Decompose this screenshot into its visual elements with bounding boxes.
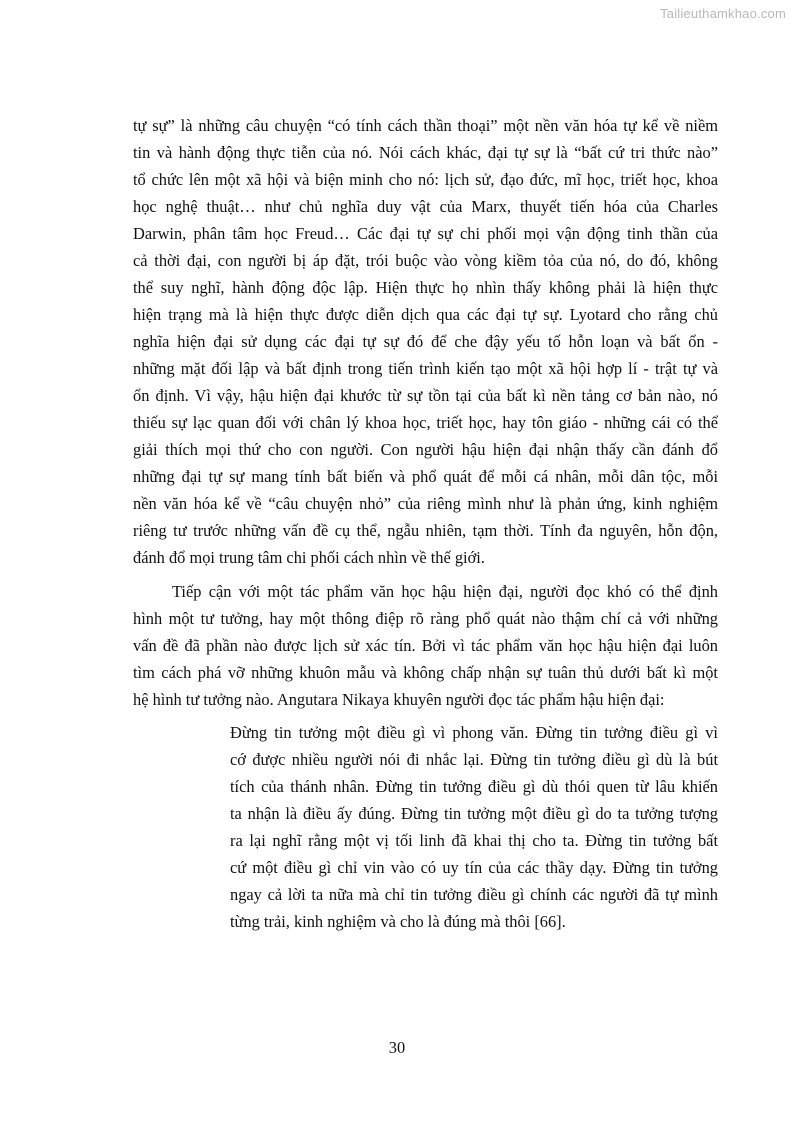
watermark-text: Tailieuthamkhao.com: [660, 6, 786, 21]
quote-line: từng trải, kinh nghiệm và cho là đúng mà thôi [66].: [230, 912, 566, 931]
paragraph-2: [133, 578, 718, 713]
paragraph-1-line: thể suy nghĩ, hành động độc lập. Hiện thực họ nhìn thấy không phải là hiện thực: [133, 278, 718, 297]
paragraph-2-line: Tiếp cận với một tác phẩm văn học hậu hiện đại, người đọc khó có thể định: [172, 582, 718, 601]
paragraph-1-line: Darwin, phân tâm học Freud… Các đại tự sự chi phối mọi vận động tinh thần của: [133, 224, 718, 243]
quote-line: cớ được nhiều người nói đi nhắc lại. Đừng tin tưởng điều gì dù là bút: [230, 750, 718, 769]
page-number: 30: [388, 1038, 406, 1057]
document-body: [133, 112, 718, 935]
quote-line: tích của thánh nhân. Đừng tin tưởng điều gì dù thói quen từ lâu khiến: [230, 777, 718, 796]
paragraph-1-line: những đại tự sự mang tính bất biến và phổ quát để mỗi cá nhân, mỗi dân tộc, mỗi: [133, 467, 718, 486]
paragraph-2-line: tìm cách phá vỡ những khuôn mẫu và không chấp nhận sự tuân thủ dưới bất kì một: [133, 663, 718, 682]
paragraph-1-line: tự sự” là những câu chuyện “có tính cách thần thoại” một nền văn hóa tự kể về niềm: [133, 116, 718, 135]
paragraph-1-line: đánh đổ mọi trung tâm chi phối cách nhìn về thế giới.: [133, 548, 485, 567]
paragraph-1-line: nghĩa hiện đại sử dụng các đại tự sự đó để che đậy yếu tố hỗn loạn và bất ổn -: [133, 332, 718, 351]
paragraph-1-line: ổn định. Vì vậy, hậu hiện đại khước từ sự tồn tại của bất kì nền tảng cơ bản nào, nó: [133, 386, 718, 405]
paragraph-1-line: thiếu sự lạc quan đối với chân lý khoa học, triết học, hay tôn giáo - những cái có thể: [133, 413, 718, 432]
quote-line: ngay cả lời ta nữa mà chỉ tin tưởng điều gì chính các người đã tự mình: [230, 885, 718, 904]
paragraph-1-line: giải thích mọi thứ cho con người. Con người hậu hiện đại nhận thấy cần đánh đổ: [133, 440, 718, 459]
quote-line: ta nhận là điều ấy đúng. Đừng tin tưởng một điều gì do ta tưởng tượng: [230, 804, 718, 823]
quote-line: cứ một điều gì chỉ vin vào có uy tín của các thầy dạy. Đừng tin tưởng: [230, 858, 718, 877]
paragraph-1: [133, 112, 718, 571]
paragraph-1-line: tin và hành động thực tiễn của nó. Nói cách khác, đại tự sự là “bất cứ tri thức nào”: [133, 143, 718, 162]
quote-line: Đừng tin tưởng một điều gì vì phong văn. Đừng tin tưởng điều gì vì: [230, 723, 718, 742]
paragraph-1-line: cả thời đại, con người bị áp đặt, trói buộc vào vòng kiềm tỏa của nó, do đó, không: [133, 251, 718, 270]
quote-line: ra lại nghĩ rằng một vị tối linh đã khai thị cho ta. Đừng tin tưởng bất: [230, 831, 718, 850]
paragraph-1-line: riêng tư trước những vấn đề cụ thể, ngẫu nhiên, tạm thời. Tính đa nguyên, hỗn độn,: [133, 521, 718, 540]
paragraph-1-line: hiện trạng mà là hiện thực được diễn dịch qua các đại tự sự. Lyotard cho rằng chủ: [133, 305, 718, 324]
paragraph-2-line: hệ hình tư tưởng nào. Angutara Nikaya khuyên người đọc tác phẩm hậu hiện đại:: [133, 690, 665, 709]
paragraph-2-line: vấn đề đã phần nào được lịch sử xác tín. Bởi vì tác phẩm văn học hậu hiện đại luôn: [133, 636, 718, 655]
paragraph-1-line: nền văn hóa kể về “câu chuyện nhỏ” của riêng mình như là phản ứng, kinh nghiệm: [133, 494, 718, 513]
block-quote: [230, 719, 718, 935]
paragraph-1-line: học nghệ thuật… như chủ nghĩa duy vật của Marx, thuyết tiến hóa của Charles: [133, 197, 718, 216]
paragraph-1-line: những mặt đối lập và bất định trong tiến trình kiến tạo một xã hội hợp lí - trật tự và: [133, 359, 718, 378]
paragraph-2-line: hình một tư tưởng, hay một thông điệp rõ ràng phổ quát nào thậm chí cả với những: [133, 609, 718, 628]
paragraph-1-line: tổ chức lên một xã hội và biện minh cho nó: lịch sử, đạo đức, mĩ học, triết học, khoa: [133, 170, 718, 189]
